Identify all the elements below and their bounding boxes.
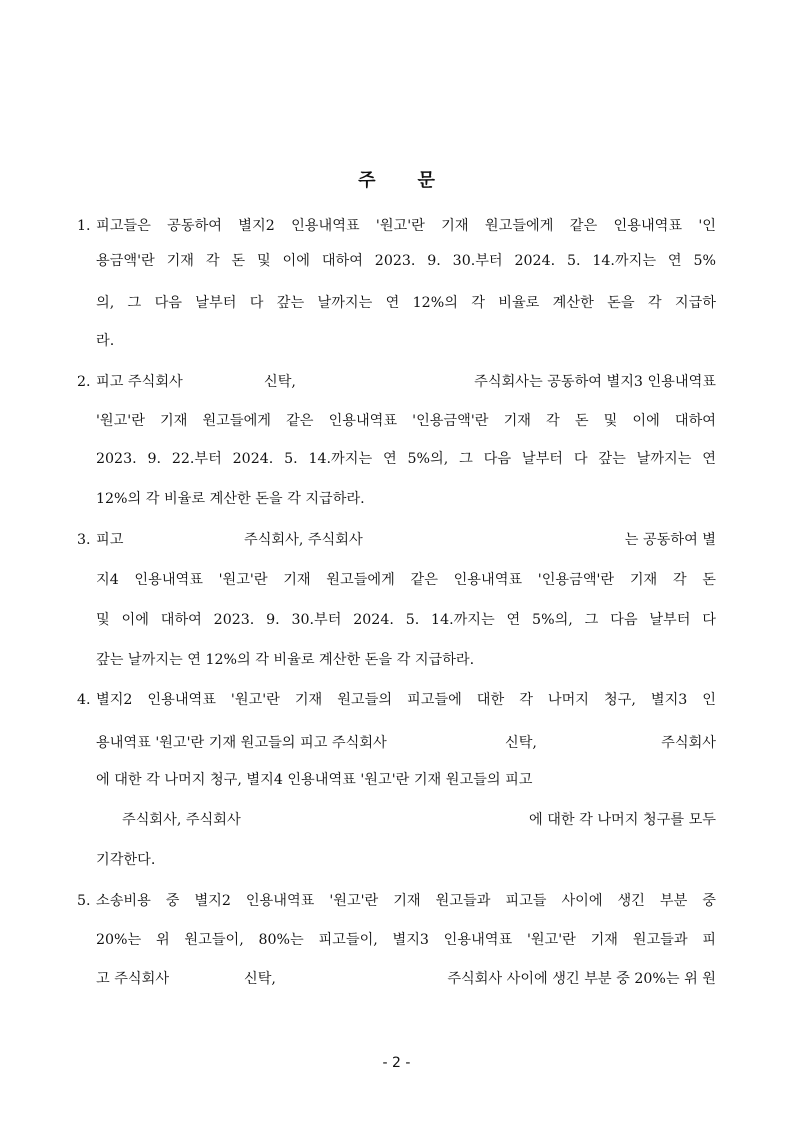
item-line: 소송비용 중 별지2 인용내역표 '원고'란 기재 원고들과 피고들 사이에 생긴 부분 중 (96, 893, 716, 909)
title-char-2: 문 (417, 170, 435, 191)
item-line: 별지2 인용내역표 '원고'란 기재 원고들의 피고들에 대한 각 나머지 청구, 별지3 인 (96, 692, 716, 708)
item-number: 1. (77, 218, 91, 234)
item-line: 지4 인용내역표 '원고'란 기재 원고들에게 같은 인용내역표 '인용금액'란 기재 각 돈 (96, 572, 716, 588)
page-number: - 2 - (382, 1055, 411, 1071)
item-segment: 용내역표 '원고'란 기재 원고들의 피고 주식회사 (96, 735, 387, 751)
item-segment: 신탁, (244, 971, 276, 987)
item-line: 갚는 날까지는 연 12%의 각 비율로 계산한 돈을 각 지급하라. (96, 652, 475, 668)
item-segment: 피고 주식회사 (96, 374, 183, 390)
item-segment: 주식회사 (661, 735, 716, 751)
item-number: 2. (77, 374, 91, 390)
item-segment: 고 주식회사 (96, 971, 170, 987)
item-segment: 신탁, (264, 374, 296, 390)
item-line: 용금액'란 기재 각 돈 및 이에 대하여 2023. 9. 30.부터 2024. 5. 14.까지는 연 5% (96, 253, 716, 269)
item-line: '원고'란 기재 원고들에게 같은 인용내역표 '인용금액'란 기재 각 돈 및 이에 대하여 (96, 413, 716, 429)
item-segment: 주식회사, 주식회사 (122, 812, 241, 828)
item-segment: 는 공동하여 별 (624, 532, 716, 548)
item-line: 2023. 9. 22.부터 2024. 5. 14.까지는 연 5%의, 그 다음 날부터 다 갚는 날까지는 연 (96, 451, 716, 467)
item-segment: 주식회사, 주식회사 (244, 532, 363, 548)
item-line: 에 대한 각 나머지 청구, 별지4 인용내역표 '원고'란 기재 원고들의 피고 (96, 772, 533, 788)
item-segment: 에 대한 각 나머지 청구를 모두 (528, 812, 716, 828)
item-line: 20%는 위 원고들이, 80%는 피고들이, 별지3 인용내역표 '원고'란 기재 원고들과 피 (96, 932, 716, 948)
item-line: 기각한다. (96, 852, 156, 868)
item-number: 4. (77, 692, 91, 708)
item-number: 5. (77, 893, 91, 909)
item-segment: 주식회사 사이에 생긴 부분 중 20%는 위 원 (447, 971, 716, 987)
item-number: 3. (77, 532, 91, 548)
item-segment: 주식회사는 공동하여 별지3 인용내역표 (474, 374, 716, 390)
item-line: 피고들은 공동하여 별지2 인용내역표 '원고'란 기재 원고들에게 같은 인용내역표 '인 (96, 218, 716, 234)
item-line: 의, 그 다음 날부터 다 갚는 날까지는 연 12%의 각 비율로 계산한 돈을 각 지급하 (96, 295, 716, 311)
item-line: 라. (96, 333, 115, 349)
title-char-1: 주 (358, 170, 376, 191)
page-title (0, 166, 793, 192)
item-segment: 신탁, (505, 735, 537, 751)
item-line: 12%의 각 비율로 계산한 돈을 각 지급하라. (96, 491, 365, 507)
item-segment: 피고 (96, 532, 124, 548)
item-line: 및 이에 대하여 2023. 9. 30.부터 2024. 5. 14.까지는 연 5%의, 그 다음 날부터 다 (96, 612, 716, 628)
